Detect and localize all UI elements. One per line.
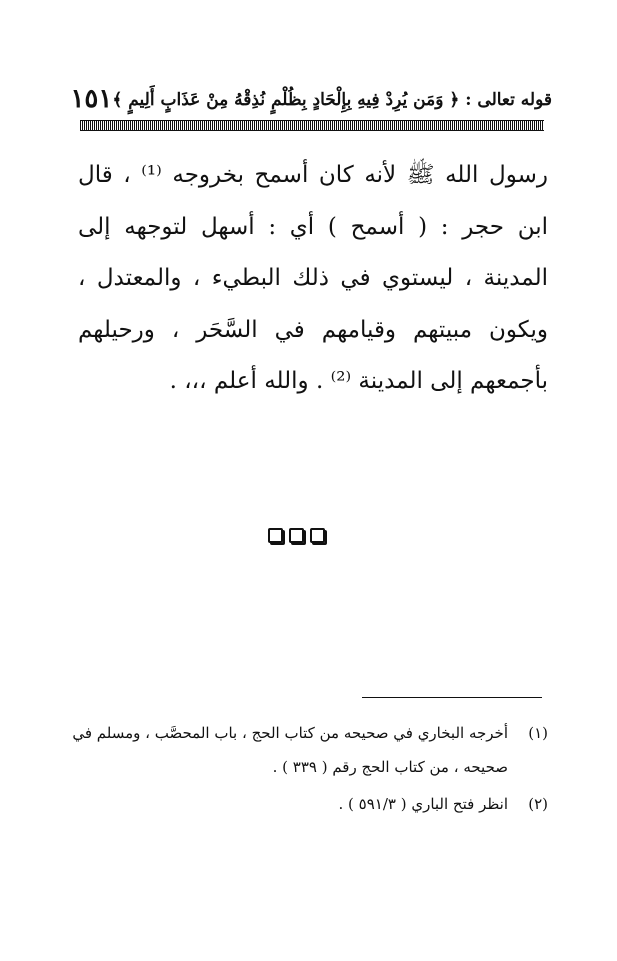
footnote-text: انظر فتح الباري ( ٥٩١/٣ ) . (338, 795, 508, 813)
main-text (78, 150, 548, 408)
footnote-1 (70, 716, 548, 784)
page-number: ١٥١ (70, 84, 113, 114)
page-header (70, 82, 552, 116)
footnote-separator (362, 697, 542, 698)
body-paragraph: رسول الله ﷺ لأنه كان أسمح بخروجه ⁽¹⁾ ، قال ابن حجر : ( أسمح ) أي : أسهل لتوجهه إلى المدينة ، ليستوي في ذلك البطيء ، والمعتدل ، ويكون مبيتهم وقيامهم في السَّحَر ، ورحيلهم بأجمعهم إلى المدينة ⁽²⁾ . والله أعلم ،،، . (78, 162, 548, 394)
square-ornament-icon (310, 528, 325, 543)
footnote-number: (١) (528, 724, 548, 742)
footnotes (70, 716, 548, 824)
header-rule (80, 120, 544, 131)
footnote-number: (٢) (528, 795, 548, 813)
footnote-text: أخرجه البخاري في صحيحه من كتاب الحج ، باب المحصَّب ، ومسلم في صحيحه ، من كتاب الحج رقم ( ٣٣٩ ) . (72, 724, 508, 776)
running-title: قوله تعالى : ﴿ وَمَن يُرِدْ فِيهِ بِإِلْحَادٍ بِظُلْمٍ نُذِقْهُ مِنْ عَذَابٍ أَلِيمٍ ﴾ (112, 89, 552, 110)
section-end-ornament (268, 528, 325, 543)
square-ornament-icon (289, 528, 304, 543)
square-ornament-icon (268, 528, 283, 543)
footnote-2 (70, 787, 548, 821)
